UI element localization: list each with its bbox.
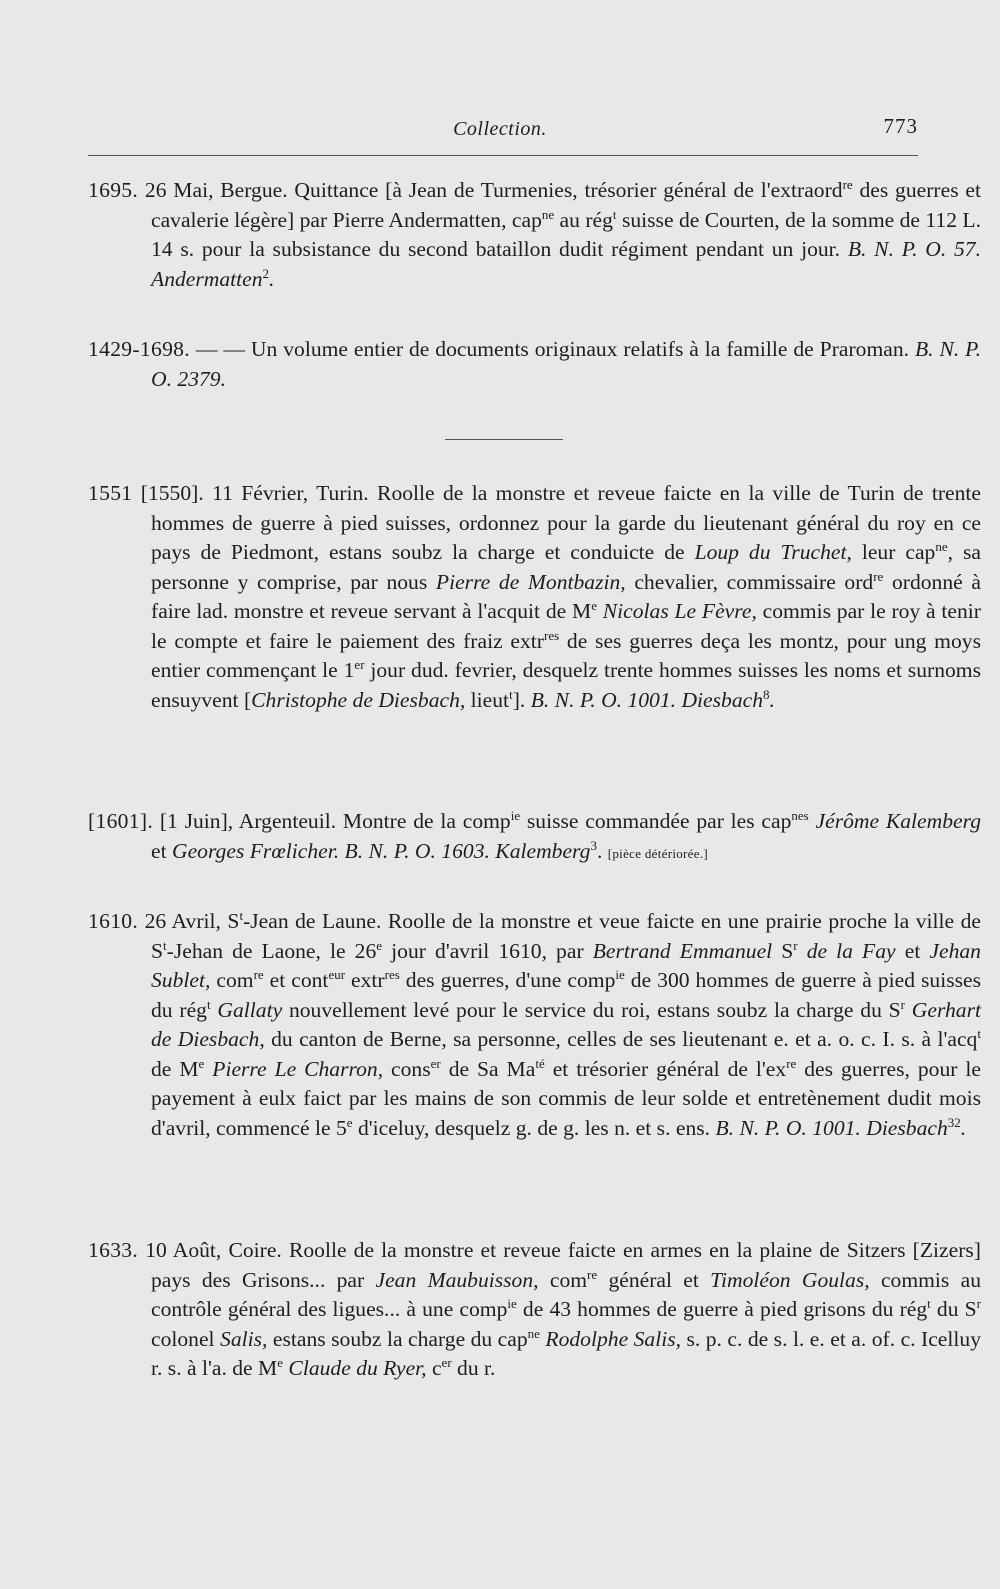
superscript: ne [527,1325,540,1341]
entry-text: commis par le roy à tenir le compte et faire le paiement des fraiz extr [151,599,981,653]
superscript: res [384,967,400,982]
entry-text: des guerres, pour le payement à eulx faict par les mains de son commis de leur solde et entretènement dudit mois d'avril, commencé le 5 [151,1056,981,1140]
source-reference: B. N. P. O. 1603. Kalemberg [339,838,591,863]
entry-text: extr [345,968,385,992]
entry-text: 10 Août, Coire. Roolle de la monstre et reveue faicte en armes en la plaine de Sitzers [Zizers] pays des Grisons... par [138,1238,981,1292]
entry-1610 [88,907,981,1143]
entry-text: des guerres, d'une comp [399,968,616,992]
entry-text: de 43 hommes de guerre à pied grisons du rég [516,1297,928,1321]
entry-1633 [88,1236,981,1384]
footnote-marker: 2 [262,265,270,281]
person-name: Georges Frœlicher. [171,838,340,863]
entry-text: S [772,938,794,963]
superscript: e [591,598,597,613]
entry-1551 [88,479,981,715]
superscript: ie [615,967,625,982]
entry-text: 26 Avril, S [138,909,240,933]
superscript: e [376,937,383,953]
superscript: er [430,1055,441,1071]
entry-text: cons [383,1056,431,1081]
section-separator [445,439,563,440]
entry-text: et cont [263,968,329,992]
person-name: Claude du Ryer, [283,1356,427,1380]
superscript: r [793,937,798,953]
superscript: e [277,1355,284,1370]
entry-text: et [895,938,930,963]
entry-text: du r. [451,1356,496,1380]
superscript: ne [541,206,555,222]
superscript: t [612,206,617,222]
person-name: Gerhart de Diesbach, [151,997,981,1051]
entry-date: 1429-1698. [88,337,190,361]
source-reference: B. N. P. O. 57. Andermatten [151,237,981,291]
entry-text: ordonné à faire lad. monstre et reveue servant à l'acquit de M [151,569,981,623]
entry-text: , sa personne y comprise, par nous [151,540,981,594]
entry-text: de ses guerres deça les montz, pour ung moys entier commençant le 1 [151,628,981,682]
person-name: Loup du Truchet, [694,540,852,564]
superscript: e [198,1055,205,1071]
superscript: ie [510,808,521,823]
person-name: Bertrand Emmanuel [592,938,773,963]
entry-text: com [210,968,254,992]
entry-text: s. p. c. de s. l. e. et a. of. c. Icelluy r. s. à l'a. de M [151,1326,981,1380]
person-name: Jean Maubuisson, [375,1267,539,1292]
source-reference: B. N. P. O. 1001. Diesbach [715,1115,948,1140]
entry-text: -Jehan de Laone, le 26 [166,938,377,963]
superscript: re [873,568,884,584]
entry-text: suisse de Courten, de la somme de 112 L. 14 s. pour la subsistance du second bataillon dudit régiment pendant un jour. [151,207,981,261]
superscript: ie [507,1296,517,1311]
person-name: Christophe de Diesbach, [251,687,466,712]
superscript: er [354,657,365,672]
superscript: e [346,1114,353,1130]
entry-text: de Sa Ma [440,1056,536,1081]
superscript: ne [935,539,948,554]
entry-text: commis au contrôle général des ligues... à une comp [151,1267,982,1321]
entry-end: . [769,687,775,712]
entry-end: . [596,838,608,863]
person-name: Rodolphe Salis, [539,1326,682,1351]
entry-text: lieut [465,687,510,712]
entry-text: d'iceluy, desquelz g. de g. les n. et s. ens. [352,1115,716,1140]
entry-text: — — Un volume entier de documents originaux relatifs à la famille de Praroman. [189,337,915,361]
entry-text: jour dud. fevrier, desquelz trente hommes suisses les noms et surnoms ensuyvent [ [151,658,981,712]
entry-end: . [960,1115,967,1140]
person-name: Pierre de Montbazin, [435,569,626,594]
entry-text: jour d'avril 1610, par [382,938,593,963]
entry-1695 [88,176,981,294]
superscript: eur [328,967,346,982]
entry-text: des guerres et cavalerie légère] par Pierre Andermatten, cap [151,178,981,232]
person-name: Jérôme Kalemberg [808,809,981,833]
superscript: té [535,1055,545,1071]
entry-text: estans soubz la charge du cap [267,1326,528,1351]
entry-text: [1 Juin], Argenteuil. Montre de la comp [153,809,511,833]
person-name: de la Fay [797,938,896,963]
superscript: re [786,1055,797,1071]
entry-text: général et [597,1267,711,1292]
running-header-title: Collection. [453,118,547,140]
entry-text: et [151,838,172,863]
entry-text: nouvellement levé pour le service du roi, estans soubz la charge du S [282,997,901,1022]
entry-text: 26 Mai, Bergue. Quittance [à Jean de Turmenies, trésorier général de l'extraord [138,178,843,202]
page-number: 773 [883,114,918,138]
superscript: r [976,1296,981,1311]
entry-text: du canton de Berne, sa personne, celles de ses lieutenant e. et a. o. c. I. s. à l'acq [264,1027,978,1051]
entry-text: com [538,1267,588,1292]
superscript: er [441,1355,452,1370]
entry-date: [1601]. [88,809,154,833]
entry-text: colonel [151,1326,221,1351]
superscript: t [206,996,211,1012]
person-name: Timoléon Goulas, [710,1267,870,1292]
person-name: Salis, [220,1326,268,1351]
entry-text: c [426,1356,442,1380]
superscript: t [977,1026,981,1041]
entry-text: leur cap [851,540,936,564]
header-rule [88,155,918,156]
entry-text: -Jean de Laune. Roolle de la monstre et veue faicte en une prairie proche la ville de S [151,909,982,963]
superscript: nes [791,808,809,823]
superscript: t [509,686,513,702]
person-name: Gallaty [210,997,283,1022]
superscript: re [842,177,853,192]
source-reference: B. N. P. O. 2379. [151,337,981,391]
entry-date: 1633. [88,1238,139,1262]
entry-text: de 300 hommes de guerre à pied suisses du rég [151,968,981,1022]
footnote-marker: 3 [590,837,597,853]
superscript: re [253,967,264,982]
entry-text: suisse commandée par les cap [520,809,792,833]
editorial-note: [pièce détériorée.] [607,845,708,861]
person-name: Nicolas Le Fèvre, [596,599,757,623]
entry-1601 [88,807,981,868]
entry-text: du S [930,1297,977,1321]
footnote-marker: 32 [947,1114,961,1130]
superscript: t [163,937,167,953]
entry-text: ]. [512,687,531,712]
superscript: res [543,627,560,643]
superscript: re [587,1266,598,1282]
entry-text: au rég [554,207,613,232]
superscript: r [900,996,906,1012]
superscript: t [239,908,244,923]
entry-1429-1698 [88,335,981,394]
entry-date: 1695. [88,178,139,202]
entry-text: de M [151,1056,199,1081]
superscript: t [927,1296,931,1311]
footnote-marker: 8 [763,686,770,702]
entry-text: [1550]. 11 Février, Turin. Roolle de la monstre et reveue faicte en la ville de Turin de trente hommes de guerre à pied suisses, ordonnez pour la garde du lieutenant général du roy en ce pays de Piedmont, estans soubz la charge et conduicte de [132,481,981,564]
entry-date: 1610. [88,909,139,933]
entry-text: et trésorier général de l'ex [544,1056,787,1081]
entry-date: 1551 [88,481,133,505]
entry-end: . [269,266,275,291]
person-name: Pierre Le Charron, [204,1056,384,1081]
person-name: Jehan Sublet, [151,938,981,992]
source-reference: B. N. P. O. 1001. Diesbach [530,687,764,712]
entry-text: chevalier, commissaire ord [625,569,874,594]
